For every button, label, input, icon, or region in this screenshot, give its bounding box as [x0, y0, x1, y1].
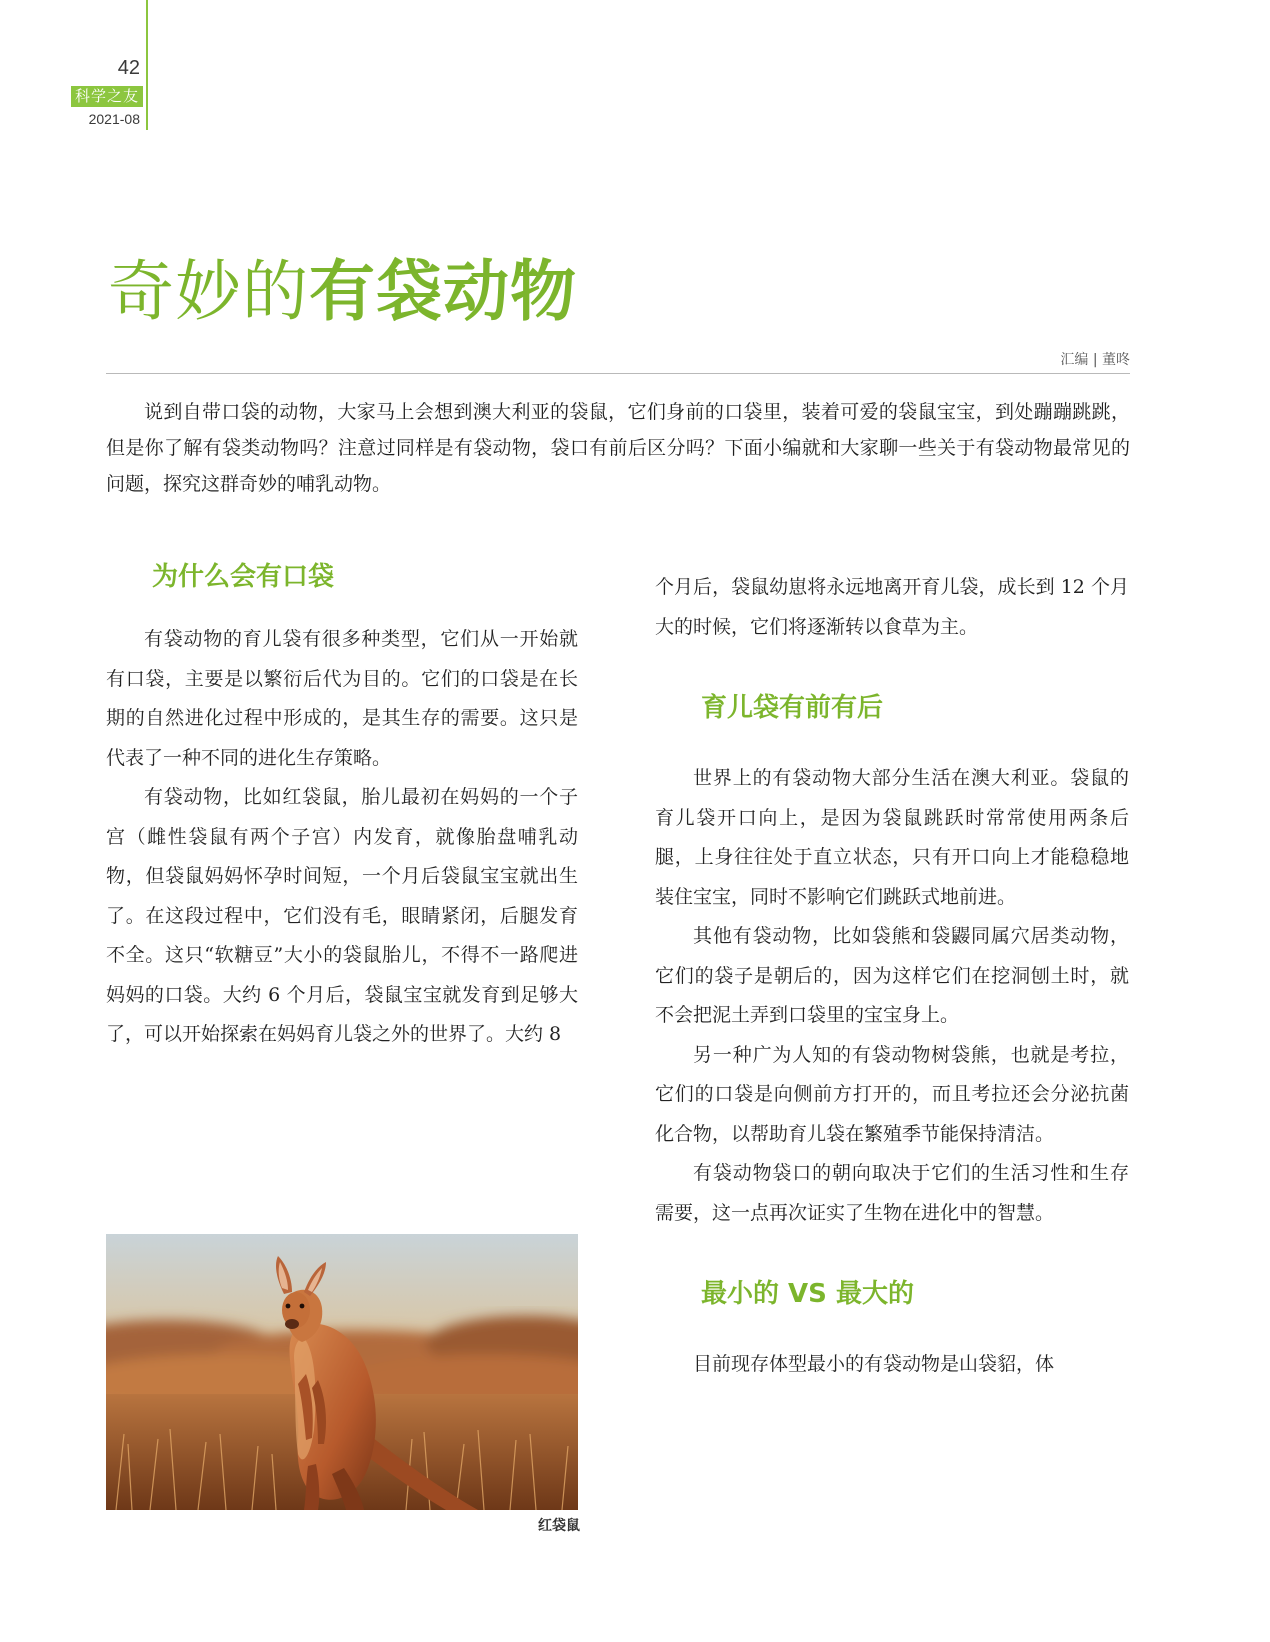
article-title-bold: 有袋动物	[309, 253, 577, 330]
left-column	[106, 560, 578, 1055]
paragraph: 目前现存体型最小的有袋动物是山袋貂，体	[693, 1353, 1055, 1375]
section-heading-why-pouch: 为什么会有口袋	[152, 562, 335, 592]
kangaroo-illustration	[106, 1234, 578, 1510]
byline: 汇编 | 董咚	[1060, 352, 1130, 368]
section-heading-front-back: 育儿袋有前有后	[701, 693, 884, 723]
article-title-light: 奇妙的	[108, 253, 309, 330]
paragraph: 有袋动物的育儿袋有很多种类型，它们从一开始就有口袋，主要是以繁衍后代为目的。它们的口袋是在长期的自然进化过程中形成的，是其生存的需要。这只是代表了一种不同的进化生存策略。	[106, 628, 578, 769]
title-divider	[106, 373, 1130, 374]
section-heading-smallest-largest: 最小的 VS 最大的	[701, 1279, 914, 1309]
paragraph: 另一种广为人知的有袋动物树袋熊，也就是考拉，它们的口袋是向侧前方打开的，而且考拉还会分泌抗菌化合物，以帮助育儿袋在繁殖季节能保持清洁。	[655, 1043, 1129, 1145]
photo-caption: 红袋鼠	[538, 1518, 580, 1534]
paragraph-continued: 个月后，袋鼠幼崽将永远地离开育儿袋，成长到 12 个月大的时候，它们将逐渐转以食草为主。	[655, 576, 1129, 638]
paragraph: 有袋动物袋口的朝向取决于它们的生活习性和生存需要，这一点再次证实了生物在进化中的智慧。	[655, 1162, 1129, 1224]
lead-paragraph: 说到自带口袋的动物，大家马上会想到澳大利亚的袋鼠，它们身前的口袋里，装着可爱的袋鼠宝宝，到处蹦蹦跳跳，但是你了解有袋类动物吗？注意过同样是有袋动物，袋口有前后区分吗？下面小编就和大家聊一些关于有袋动物最常见的问题，探究这群奇妙的哺乳动物。	[106, 401, 1130, 495]
magazine-name-badge: 科学之友	[71, 86, 143, 107]
paragraph: 有袋动物，比如红袋鼠，胎儿最初在妈妈的一个子宫（雌性袋鼠有两个子宫）内发育，就像胎盘哺乳动物，但袋鼠妈妈怀孕时间短，一个月后袋鼠宝宝就出生了。在这段过程中，它们没有毛，眼睛紧闭，后腿发育不全。这只“软糖豆”大小的袋鼠胎儿，不得不一路爬进妈妈的口袋。大约 6 个月后，袋鼠宝宝就发育到足够大了，可以开始探索在妈妈育儿袋之外的世界了。大约 8	[106, 786, 578, 1045]
paragraph: 世界上的有袋动物大部分生活在澳大利亚。袋鼠的育儿袋开口向上，是因为袋鼠跳跃时常常使用两条后腿，上身往往处于直立状态，只有开口向上才能稳稳地装住宝宝，同时不影响它们跳跃式地前进。	[655, 767, 1129, 908]
kangaroo-photo	[106, 1234, 578, 1510]
right-column	[655, 568, 1129, 1385]
issue-date: 2021-08	[88, 111, 140, 127]
article-title	[108, 252, 577, 332]
page-number: 42	[117, 57, 140, 79]
paragraph: 其他有袋动物，比如袋熊和袋鼹同属穴居类动物，它们的袋子是朝后的，因为这样它们在挖洞刨土时，就不会把泥土弄到口袋里的宝宝身上。	[655, 925, 1129, 1026]
header-rule	[146, 0, 148, 130]
